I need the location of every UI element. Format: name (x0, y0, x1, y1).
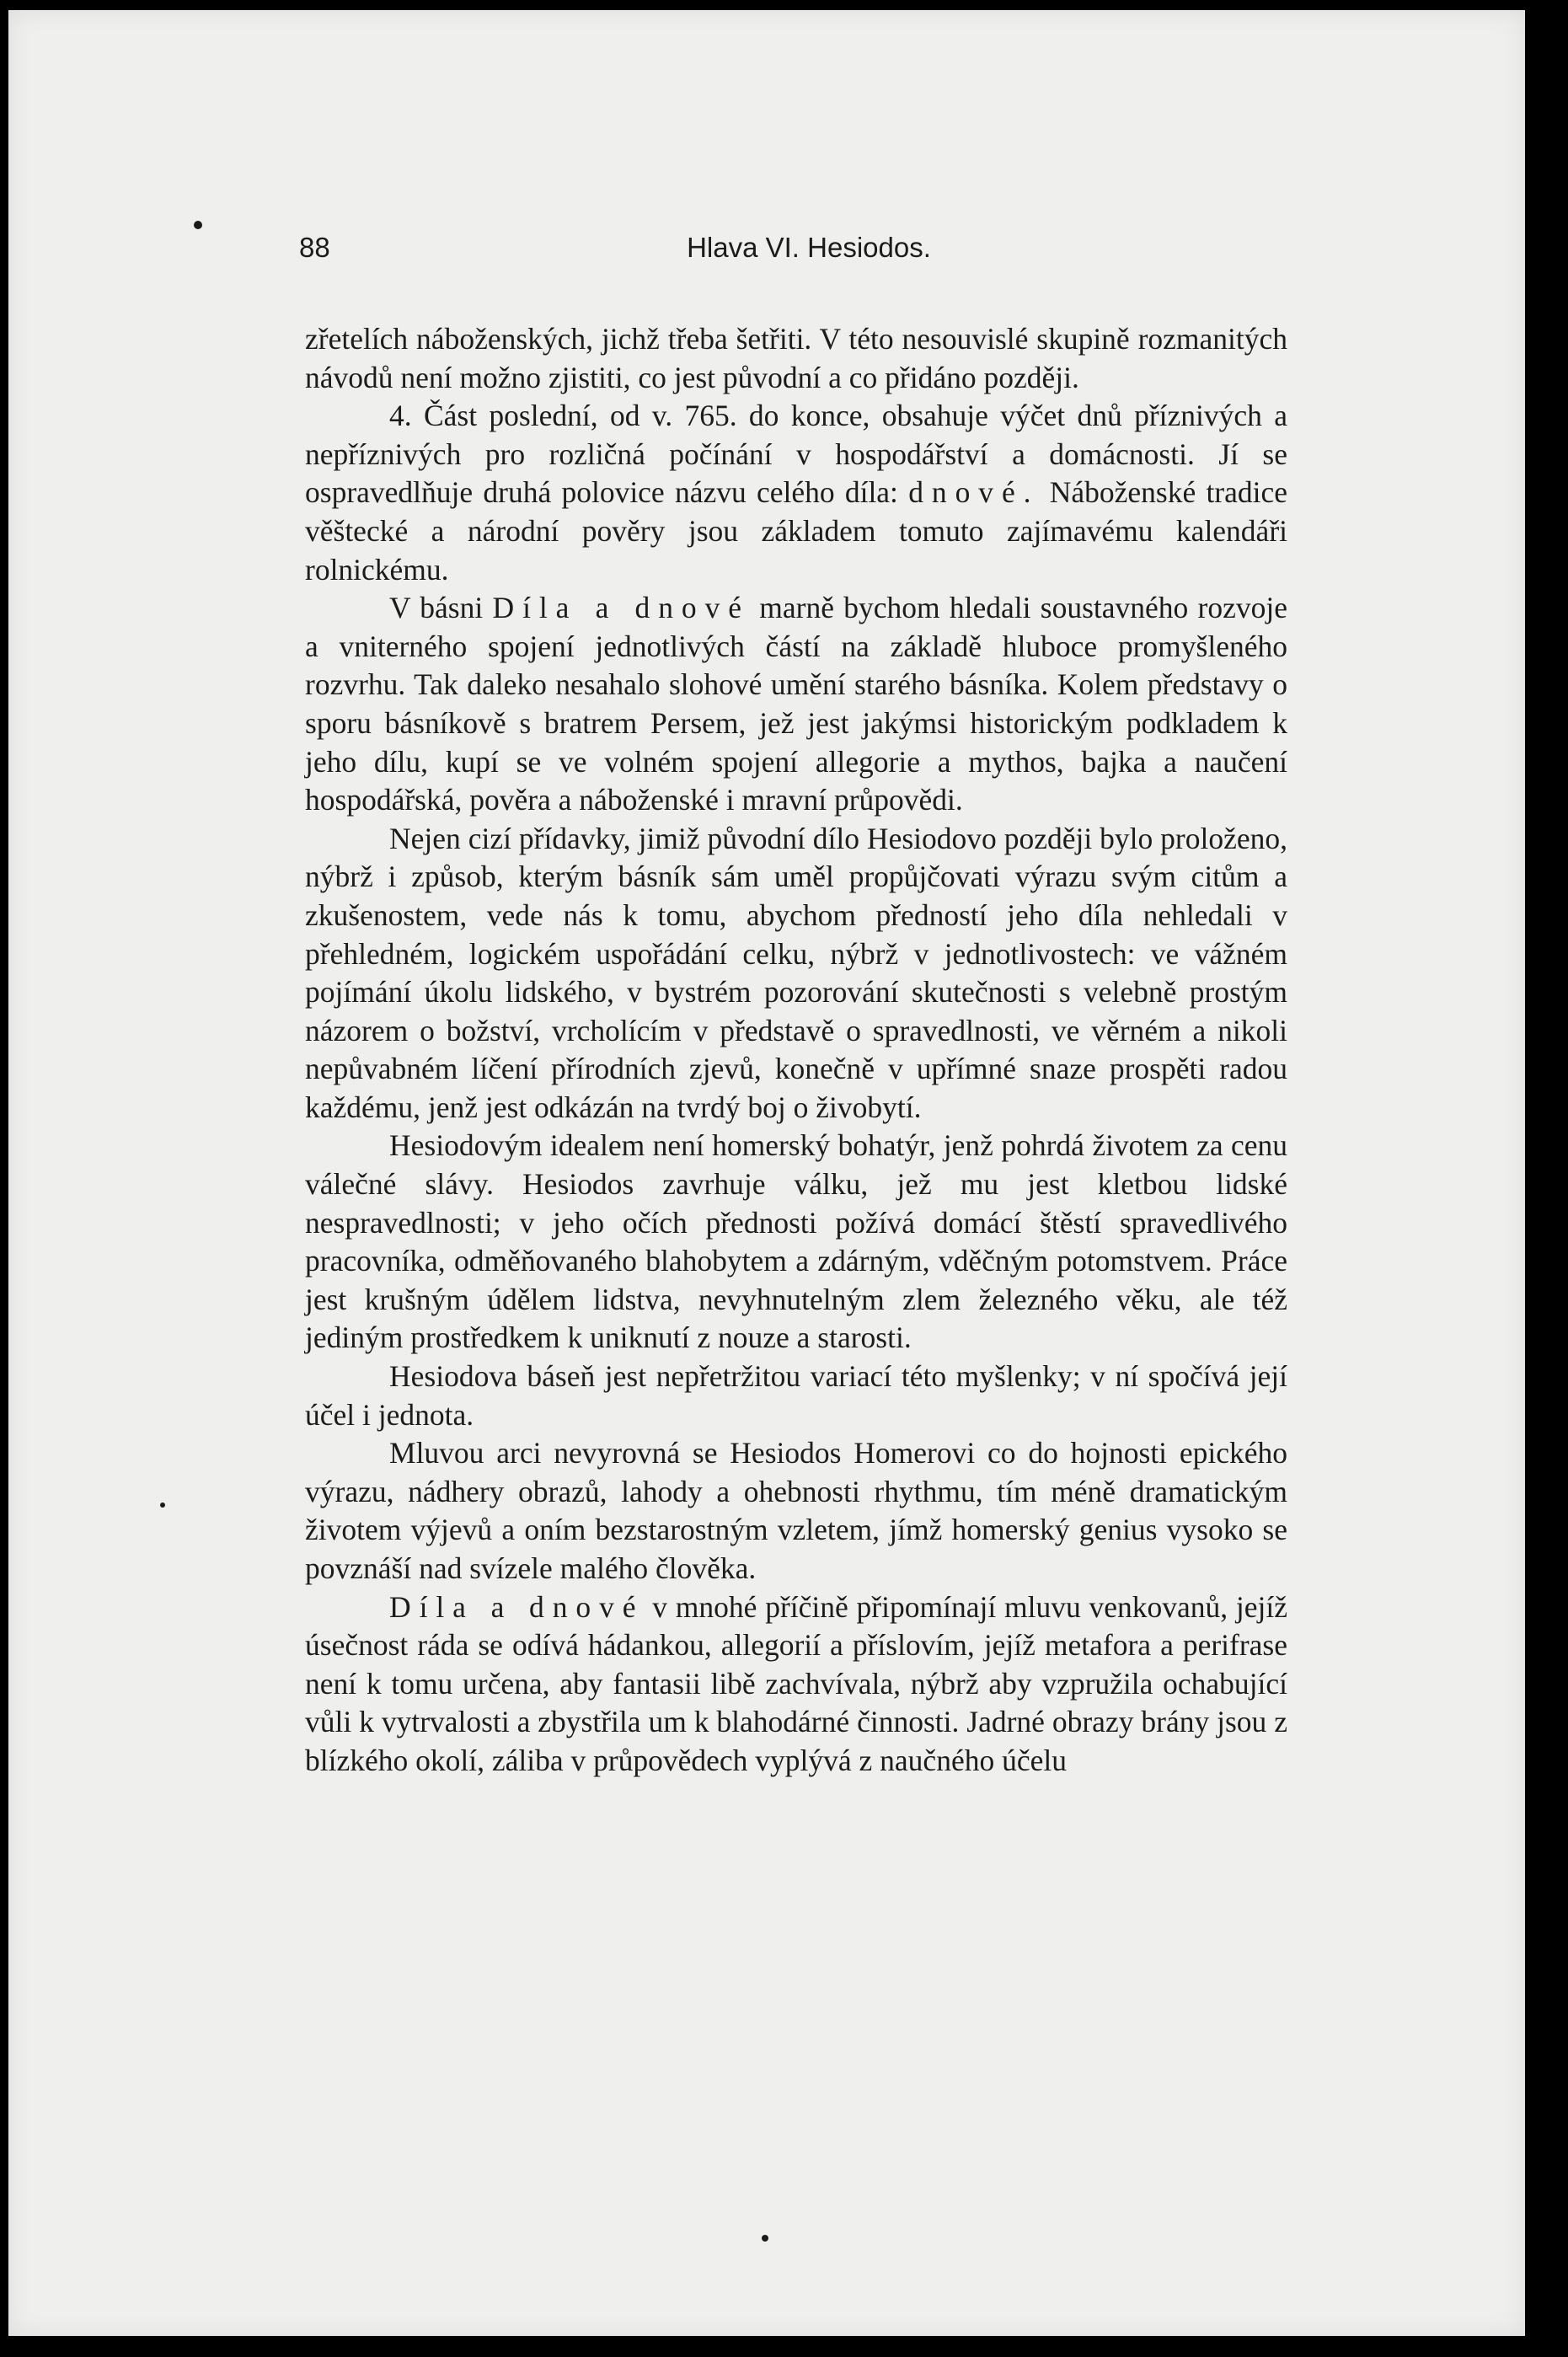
running-title: Hlava VI. Hesiodos. (687, 232, 931, 263)
running-header (299, 232, 1285, 272)
text-run: 4. Část poslední, od v. 765. do konce, obsahuje výčet dnů příznivých a nepříznivých pro rozličná počínání v hospodářství a domácnosti. Jí se ospravedlňuje druhá polovice názvu celého díla: (305, 399, 1287, 510)
spaced-title: dnové. (908, 475, 1040, 510)
paragraph: Hesiodova báseň jest nepřetržitou variací této myšlenky; v ní spočívá její účel i jednota. (305, 1359, 1287, 1432)
paragraph (305, 1588, 1287, 1781)
scan-speck (194, 221, 202, 229)
main-text (305, 320, 1287, 1781)
text-run: v mnohé příčině připomínají mluvu venkovanů, jejíž úsečnost ráda se odívá hádankou, allegorií a příslovím, jejíž metafora a perifrase není k tomu určena, aby fantasii libě zachvívala, nýbrž aby vzpružila ochabující vůli k vytrvalosti a zbystřila um k blahodárné činnosti. Jadrné obrazy brány jsou z blízkého okolí, záliba v průpovědech vyplývá z naučného účelu (305, 1589, 1287, 1777)
text-run: Náboženské tradice věštecké a národní pověry jsou základem tomuto zajímavému kalendáři rolnickému. (305, 475, 1288, 587)
paragraph: Hesiodovým idealem není homerský bohatýr, jenž pohrdá životem za cenu válečné slávy. Hesiodos zavrhuje válku, jež mu jest kletbou lidské nespravedlnosti; v jeho očích přednosti požívá domácí štěstí spravedlivého pracovníka, odměňovaného blahobytem a zdárným, vděčným potomstvem. Práce jest krušným údělem lidstva, nevyhnutelným zlem železného věku, ale též jediným prostředkem k uniknutí z nouze a starosti. (305, 1128, 1287, 1355)
paragraph: zřetelích náboženských, jichž třeba šetřiti. V této nesouvislé skupině rozmanitých návodů není možno zjistiti, co jest původní a co přidáno později. (305, 322, 1287, 394)
text-run: marně bychom hledali soustavného rozvoje a vniterného spojení jednotlivých částí na základě hluboce promyšleného rozvrhu. Tak daleko nesahalo slohové umění starého básníka. Kolem představy o sporu básníkově s bratrem Persem, jež jest jakýmsi historickým podkladem k jeho dílu, kupí se ve volném spojení allegorie a mythos, bajka a naučení hospodářská, pověra a náboženské i mravní průpovědi. (305, 591, 1288, 817)
paragraph (305, 589, 1287, 820)
text-run: V básni (389, 591, 484, 625)
scan-border (1525, 0, 1568, 2357)
scan-speck (762, 2235, 768, 2242)
page-number: 88 (299, 232, 330, 263)
spaced-title: Díla a dnové (492, 591, 750, 625)
paragraph: Mluvou arci nevyrovná se Hesiodos Homerovi co do hojnosti epického výrazu, nádhery obrazů, lahody a ohebnosti rhythmu, tím méně dramatickým životem výjevů a oním bezstarostným vzletem, jímž homerský genius vysoko se povznáší nad svízele malého člověka. (305, 1436, 1287, 1585)
spaced-title: Díla a dnové (389, 1589, 645, 1624)
paragraph (305, 397, 1287, 589)
paragraph: Nejen cizí přídavky, jimiž původní dílo Hesiodovo později bylo proloženo, nýbrž i způsob, kterým básník sám uměl propůjčovati výrazu svým citům a zkušenostem, vede nás k tomu, abychom předností jeho díla nehledali v přehledném, logickém uspořádání celku, nýbrž v jednotlivostech: ve vážném pojímání úkolu lidského, v bystrém pozorování skutečnosti s velebně prostým názorem o božství, vrcholícím v představě o spravedlnosti, ve věrném a nikoli nepůvabném líčení přírodních zjevů, konečně v upřímné snaze prospěti radou každému, jenž jest odkázán na tvrdý boj o živobytí. (305, 821, 1287, 1124)
scan-speck (160, 1503, 165, 1508)
